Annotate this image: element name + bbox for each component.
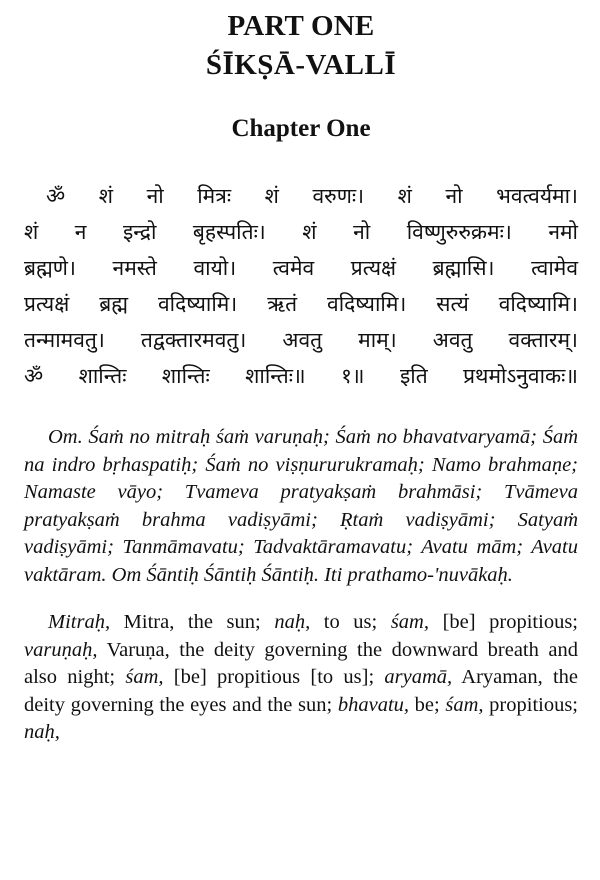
part-title: PART ONE — [227, 10, 375, 42]
commentary-term: naḥ, — [274, 611, 311, 633]
valli-title: ŚĪKṢĀ-VALLĪ — [205, 49, 397, 81]
commentary-term: aryamā, — [384, 666, 453, 688]
sanskrit-verse — [24, 178, 578, 394]
commentary-term: śam, — [445, 693, 484, 716]
chapter-title: Chapter One — [231, 115, 371, 142]
sanskrit-line: ॐ शं नो मित्रः शं वरुणः। शं नो भवत्वर्यमा। — [46, 184, 578, 208]
commentary-gloss: [be] propitious; — [428, 611, 578, 633]
commentary-gloss: [be] propitious [to us]; — [163, 666, 385, 688]
commentary-gloss: propitious; — [483, 693, 579, 716]
commentary-gloss: Aryaman, the deity governing the eyes and the sun; — [24, 666, 578, 716]
sanskrit-line: प्रत्यक्षं ब्रह्म वदिष्यामि। ऋतं वदिष्यामि। सत्यं वदिष्यामि। — [24, 292, 578, 316]
commentary-term: bhavatu, — [337, 693, 410, 716]
commentary-term: śam, — [125, 666, 164, 688]
sanskrit-line: ब्रह्मणे। नमस्ते वायो। त्वमेव प्रत्यक्षं ब्रह्मासि। त्वामेव — [24, 256, 578, 280]
sanskrit-line: तन्मामवतु। तद्वक्तारमवतु। अवतु माम्। अवतु वक्तारम्। — [24, 328, 578, 352]
commentary-gloss: Mitra, the sun; — [110, 611, 275, 633]
commentary-term: Mitraḥ, — [48, 611, 111, 633]
transliteration-paragraph: Om. Śaṁ no mitraḥ śaṁ varuṇaḥ; Śaṁ no bhavatvaryamā; Śaṁ na indro bṛhaspatiḥ; Śaṁ no viṣṇururukramaḥ; Namo brahmaṇe; Namaste vāyo; Tvameva pratyakṣaṁ brahmāsi; Tvāmeva pratyakṣaṁ brahma vadiṣyāmi; Ṛtaṁ vadiṣyāmi; Satyaṁ vadiṣyāmi; Tanmāmavatu; Tadvaktāramavatu; Avatu mām; Avatu vaktāram. Om Śāntiḥ Śāntiḥ Śāntiḥ. Iti prathamo-'nuvākaḥ. — [24, 426, 578, 586]
commentary-term: varuṇaḥ, — [24, 638, 98, 661]
sanskrit-line: ॐ शान्तिः शान्तिः शान्तिः॥ १॥ इति प्रथमोऽनुवाकः॥ — [24, 364, 578, 388]
commentary-gloss: to us; — [310, 611, 391, 633]
commentary-term: naḥ, — [24, 721, 60, 743]
sanskrit-line: शं न इन्द्रो बृहस्पतिः। शं नो विष्णुरुरुक्रमः। नमो — [24, 220, 578, 244]
commentary-term: śam, — [390, 611, 429, 633]
commentary-gloss: be; — [409, 693, 446, 716]
commentary-paragraph — [24, 609, 578, 747]
commentary-gloss: Varuṇa, the deity governing the downward breath and also night; — [24, 638, 578, 688]
